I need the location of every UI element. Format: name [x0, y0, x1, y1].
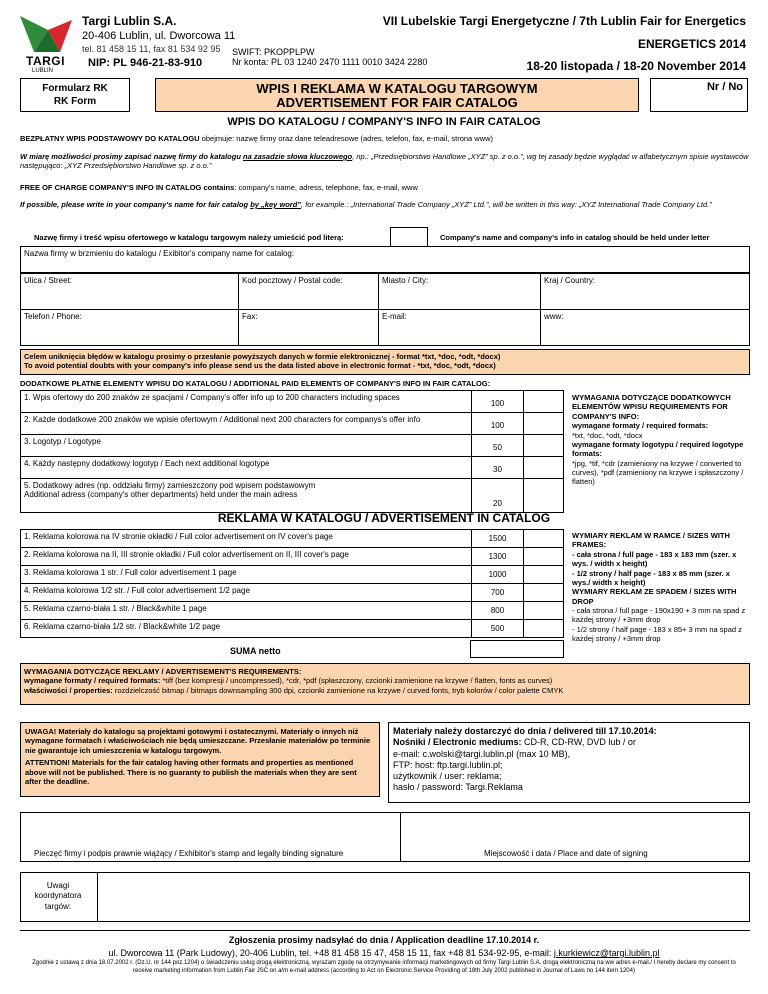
ad-req-heading: WYMAGANIA DOTYCZĄCE REKLAMY / ADVERTISEMENT'S REQUIREMENTS: [24, 667, 302, 676]
footer-legal: Zgodnie z ustawą z dnia 18.07.2002 r. (Dz.U. nr 144 poz.1204) o świadczeniu usług drogą elektroniczną, wyrażam zgodę na otrzymywanie informacji marketingowych od firmy Targi Lublin S.A. drogą elektroniczną na ww adres e-mail./ I hereby declare my consent to receive marketing information from Lublin Fair JSC on a/m e-mail address (according to Act on Electronic Service Providing of 18th July 2002 published in Journal of Laws no 144 item 1204) [32, 960, 736, 974]
company-name-label: Nazwa firmy w brzmieniu do katalogu / Exibitor's company name for catalog: [24, 249, 295, 258]
postal-field[interactable] [239, 274, 379, 310]
ad-item-price: 1300 [472, 548, 524, 566]
entry-keyword-en-2: , for example.: „International Trade Company „XYZ” Ltd.”, will be written in this way: „XYZ International Trade Company Ltd.” [301, 200, 712, 209]
paid-item-label: 1. Wpis ofertowy do 200 znaków ze spacjami / Company's offer info up to 200 characters including spaces [21, 391, 472, 413]
electronic-notice-en: To avoid potential doubts with your company's info please send us the data listed above in electronic format - *txt, *doc, *odt, *docx) [24, 361, 496, 371]
paid-item-label: 3. Logotyp / Logotype [21, 435, 472, 457]
company-name-field[interactable] [20, 246, 750, 273]
ad-item-amount-field[interactable] [524, 548, 564, 566]
paid-item-row [21, 479, 564, 513]
ad-item-label: 5. Reklama czarno-biała 1 str. / Black&white 1 page [21, 602, 472, 620]
footer-rule [20, 930, 750, 931]
paid-requirements [572, 393, 750, 487]
notes-divider [97, 873, 98, 921]
ad-item-row [21, 548, 564, 566]
ad-item-label: 2. Reklama kolorowa na II, III stronie okładki / Full color advertisement on II, III cover's page [21, 548, 472, 566]
paid-item-amount-field[interactable] [524, 391, 564, 413]
ad-item-price: 1500 [472, 530, 524, 548]
company-address: 20-406 Lublin, ul. Dworcowa 11 [82, 30, 236, 42]
footer-address [0, 948, 768, 958]
logo-mark-icon [14, 14, 78, 54]
event-line: VII Lubelskie Targi Energetyczne / 7th Lublin Fair for Energetics [382, 14, 746, 28]
warning-box [20, 722, 380, 797]
sum-field[interactable] [470, 640, 564, 658]
delivery-ftp: FTP: host: ftp.targi.lublin.pl; [393, 759, 503, 770]
delivery-password: hasło / password: Targi.Reklama [393, 782, 523, 793]
entry-keyword-pl-1: W miarę możliwości prosimy zapisać nazwę firmy do katalogu [20, 152, 243, 161]
paid-item-amount-field[interactable] [524, 457, 564, 479]
drop-full: - cała strona / full page - 190x190 + 3 mm na spad z każdej strony / +3mm drop [572, 606, 746, 625]
coordinator-notes-label: Uwagi koordynatora targów: [34, 881, 82, 911]
ad-item-label: 1. Reklama kolorowa na IV stronie okładki / Full color advertisement on IV cover's page [21, 530, 472, 548]
form-code-pl: Formularz RK [42, 83, 108, 94]
electronic-notice-pl: Celem uniknięcia błędów w katalogu prosimy o przesłanie powyższych danych w formie elektronicznej - format *txt, *doc, *odt, *docx) [24, 352, 501, 361]
form-code [20, 78, 130, 112]
paid-req-formats-label: wymagane formaty / required formats: [572, 421, 709, 431]
place-label: Miejscowość i data / Place and date of signing [484, 849, 648, 858]
ad-item-price: 700 [472, 584, 524, 602]
email-field[interactable] [379, 310, 541, 346]
letter-label-pl: Nazwę firmy i treść wpisu ofertowego w katalogu targowym należy umieścić pod literą: [34, 233, 344, 242]
paid-item-row [21, 413, 564, 435]
bank-account: Nr konta: PL 03 1240 2470 1111 0010 3424 2280 [232, 57, 428, 67]
paid-item-label: 4. Każdy następny dodatkowy logotyp / Each next additional logotype [21, 457, 472, 479]
paid-item-label: 5. Dodatkowy adres (np. oddziału firmy) zamieszczony pod wpisem podstawowym Additional adress (company's other departments) held under the main adress [21, 479, 472, 513]
paid-item-price: 100 [472, 413, 524, 435]
footer-deadline: Zgłoszenia prosimy nadsyłać do dnia / Application deadline 17.10.2014 r. [228, 935, 540, 945]
entry-free-pl [20, 134, 750, 143]
paid-req-formats: *txt, *doc, *odt, *docx [572, 430, 643, 440]
address-grid [20, 273, 750, 346]
ad-item-price: 800 [472, 602, 524, 620]
footer-email-link[interactable]: j.kurkiewicz@targi.lublin.pl [553, 948, 660, 958]
logo-subtext: LUBLIN [32, 68, 54, 74]
ad-item-row [21, 530, 564, 548]
paid-item-amount-field[interactable] [524, 479, 564, 513]
fax-field[interactable] [239, 310, 379, 346]
swift: SWIFT: PKOPPLPW [232, 47, 315, 57]
street-field[interactable] [21, 274, 239, 310]
entry-keyword-pl-u: na zasadzie słowa kluczowego [242, 152, 353, 161]
event-name: ENERGETICS 2014 [637, 37, 746, 51]
entry-free-pl-rest: obejmuje: nazwę firmy oraz dane teleadresowe (adres, telefon, fax, e-mail, strona www) [199, 134, 494, 143]
ad-sizes [572, 531, 750, 644]
ads-table [20, 529, 564, 638]
paid-heading: DODATKOWE PŁATNE ELEMENTY WPISU DO KATALOGU / ADDITIONAL PAID ELEMENTS OF COMPANY'S INFO IN FAIR CATALOG: [20, 379, 491, 388]
company-phones: tel. 81 458 15 11, fax 81 534 92 95 [82, 44, 221, 54]
paid-table [20, 390, 564, 513]
delivery-deadline: Materiały należy dostarczyć do dnia / delivered till 17.10.2014: [393, 726, 657, 736]
ad-item-amount-field[interactable] [524, 602, 564, 620]
ad-req-formats: *tiff (bez kompresji / uncompressed), *cdr, *pdf (spłaszczony, czcionki zamienione na krzywe / flatten, fonts as curves) [160, 676, 553, 686]
sizes-half: - 1/2 strony / half page - 183 x 85 mm (szer. x wys./ width x height) [572, 568, 730, 587]
delivery-box [388, 722, 750, 803]
electronic-notice [20, 349, 750, 375]
ad-req-props-label: właściwości / properties: [24, 685, 113, 695]
entry-keyword-en-1: If possible, please write in your company's name for fair catalog [20, 200, 251, 209]
email-label: E-mail: [382, 312, 407, 321]
logo [14, 14, 78, 74]
city-label: Miasto / City: [382, 276, 429, 285]
form-title-pl: WPIS I REKLAMA W KATALOGU TARGOWYM [256, 81, 538, 96]
fax-label: Fax: [242, 312, 258, 321]
paid-item-row [21, 391, 564, 413]
company-nip: NIP: PL 946-21-83-910 [88, 57, 203, 69]
signature-divider [400, 812, 401, 862]
ad-req-formats-label: wymagane formaty / required formats: [24, 676, 161, 686]
sizes-heading: WYMIARY REKLAM W RAMCE / SIZES WITH FRAMES: [572, 531, 730, 550]
ad-item-label: 4. Reklama kolorowa 1/2 str. / Full color advertisement 1/2 page [21, 584, 472, 602]
ad-item-row [21, 602, 564, 620]
ad-item-row [21, 566, 564, 584]
warning-en: ATTENTION! Materials for the fair catalog having other formats and properties as mentioned above will not be published. There is no guaranty to publish the materials when they are sent after the deadline. [25, 758, 357, 786]
warning-pl: UWAGA! Materiały do katalogu są projektami gotowymi i ostatecznymi. Materiały o innych niż wymagane formatach i właściwościach nie będą umieszczane. Przesłanie materiałów po terminie nie gwarantuje ich umieszczenia w katalogu targowym. [25, 727, 371, 755]
company-name: Targi Lublin S.A. [82, 14, 177, 28]
ad-item-amount-field[interactable] [524, 566, 564, 584]
entry-free-en-bold: FREE OF CHARGE COMPANY'S INFO IN CATALOG contains [20, 183, 235, 192]
ad-requirements [20, 663, 750, 705]
entry-keyword-en [20, 200, 750, 209]
delivery-user: użytkownik / user: reklama; [393, 771, 502, 781]
form-number-label: Nr / No [706, 81, 743, 93]
letter-input[interactable] [390, 227, 428, 247]
street-label: Ulica / Street: [24, 276, 73, 285]
drop-heading: WYMIARY REKLAM ZE SPADEM / SIZES WITH DROP [572, 587, 737, 606]
paid-item-amount-field[interactable] [524, 413, 564, 435]
ad-req-props: rozdzielczość bitmap / bitmaps downsampling 300 dpi, czcionki zamienione na krzywe / curved fonts, tryb kolorów / color palette CMYK [112, 685, 564, 695]
delivery-mediums: CD-R, CD-RW, DVD lub / or [521, 737, 636, 748]
form-title-en: ADVERTISEMENT FOR FAIR CATALOG [276, 95, 518, 110]
phone-field[interactable] [21, 310, 239, 346]
paid-item-row [21, 435, 564, 457]
paid-item-price: 20 [472, 479, 524, 513]
paid-item-price: 30 [472, 457, 524, 479]
ad-item-price: 1000 [472, 566, 524, 584]
delivery-email: e-mail: c.wolski@targi.lublin.pl (max 10 MB), [393, 748, 571, 759]
entry-keyword-pl-2: , np.: „Przedsiębiorstwo Handlowe „XYZ” sp. z o.o.”, wg tej zasady będzie wyglądać w alfabetycznym spisie wystawców następująco: „XYZ Przedsiębiorstwo Handlowe sp. z o.o.” [20, 152, 749, 171]
entry-keyword-pl [20, 152, 750, 171]
stamp-label: Pieczęć firmy i podpis prawnie wiążący / Exhibitor's stamp and legally binding signature [34, 849, 344, 858]
paid-item-price: 100 [472, 391, 524, 413]
form-code-en: RK Form [53, 96, 97, 107]
entry-free-en [20, 183, 750, 192]
ad-item-price: 500 [472, 620, 524, 638]
entry-keyword-en-u: by „key word” [250, 200, 302, 209]
ad-item-amount-field[interactable] [524, 620, 564, 638]
form-number[interactable] [650, 78, 748, 112]
country-field[interactable] [541, 274, 750, 310]
paid-req-logo: *jpg, *tif, *cdr (zamieniony na krzywe / converted to curves), *pdf (zamieniony na krzywe i spłaszczony / flatten) [572, 458, 744, 487]
ad-item-amount-field[interactable] [524, 584, 564, 602]
paid-req-heading: WYMAGANIA DOTYCZĄCE DODATKOWYCH ELEMENTÓW WPISU REQUIREMENTS FOR COMPANY'S INFO: [572, 393, 731, 421]
ads-heading: REKLAMA W KATALOGU / ADVERTISEMENT IN CATALOG [217, 511, 551, 525]
letter-label-en: Company's name and company's info in catalog should be held under letter [440, 233, 710, 242]
www-field[interactable] [541, 310, 750, 346]
city-field[interactable] [379, 274, 541, 310]
postal-label: Kod pocztowy / Postal code: [242, 276, 343, 285]
www-label: www: [544, 312, 564, 321]
delivery-mediums-label: Nośniki / Electronic mediums: [393, 737, 522, 748]
paid-item-label: 2. Każde dodatkowe 200 znaków we wpisie ofertowym / Additional next 200 characters for companys's offer info [21, 413, 472, 435]
paid-item-row [21, 457, 564, 479]
paid-item-price: 50 [472, 435, 524, 457]
ad-item-row [21, 620, 564, 638]
paid-item-amount-field[interactable] [524, 435, 564, 457]
country-label: Kraj / Country: [544, 276, 596, 285]
logo-text: TARGI [26, 54, 65, 68]
ad-item-amount-field[interactable] [524, 530, 564, 548]
paid-req-logo-label: wymagane formaty logotypu / required logotype formats: [572, 439, 744, 459]
phone-label: Telefon / Phone: [24, 312, 82, 321]
form-title [155, 78, 639, 112]
entry-free-en-rest: : company's name, adress, telephone, fax, e-mail, www [234, 183, 418, 192]
ad-item-label: 3. Reklama kolorowa 1 str. / Full color advertisement 1 page [21, 566, 472, 584]
sizes-full: - cała strona / full page - 183 x 183 mm (szer. x wys. / width x height) [572, 549, 737, 569]
entry-free-pl-bold: BEZPŁATNY WPIS PODSTAWOWY DO KATALOGU [20, 134, 200, 143]
footer-address-text: ul. Dworcowa 11 (Park Ludowy), 20-406 Lublin, tel. +48 81 458 15 47, 458 15 11, fax +48 81 534-92-95, e-mail: [108, 948, 554, 958]
drop-half: - 1/2 strony / half page - 183 x 85+ 3 mm na spad z każdej strony / +3mm drop [572, 624, 742, 644]
event-dates: 18-20 listopada / 18-20 November 2014 [526, 59, 746, 73]
coordinator-notes[interactable] [20, 872, 750, 922]
ad-item-row [21, 584, 564, 602]
sum-label: SUMA netto [230, 646, 281, 656]
ad-item-label: 6. Reklama czarno-biała 1/2 str. / Black&white 1/2 page [21, 620, 472, 638]
entry-heading: WPIS DO KATALOGU / COMPANY'S INFO IN FAIR CATALOG [227, 116, 541, 128]
